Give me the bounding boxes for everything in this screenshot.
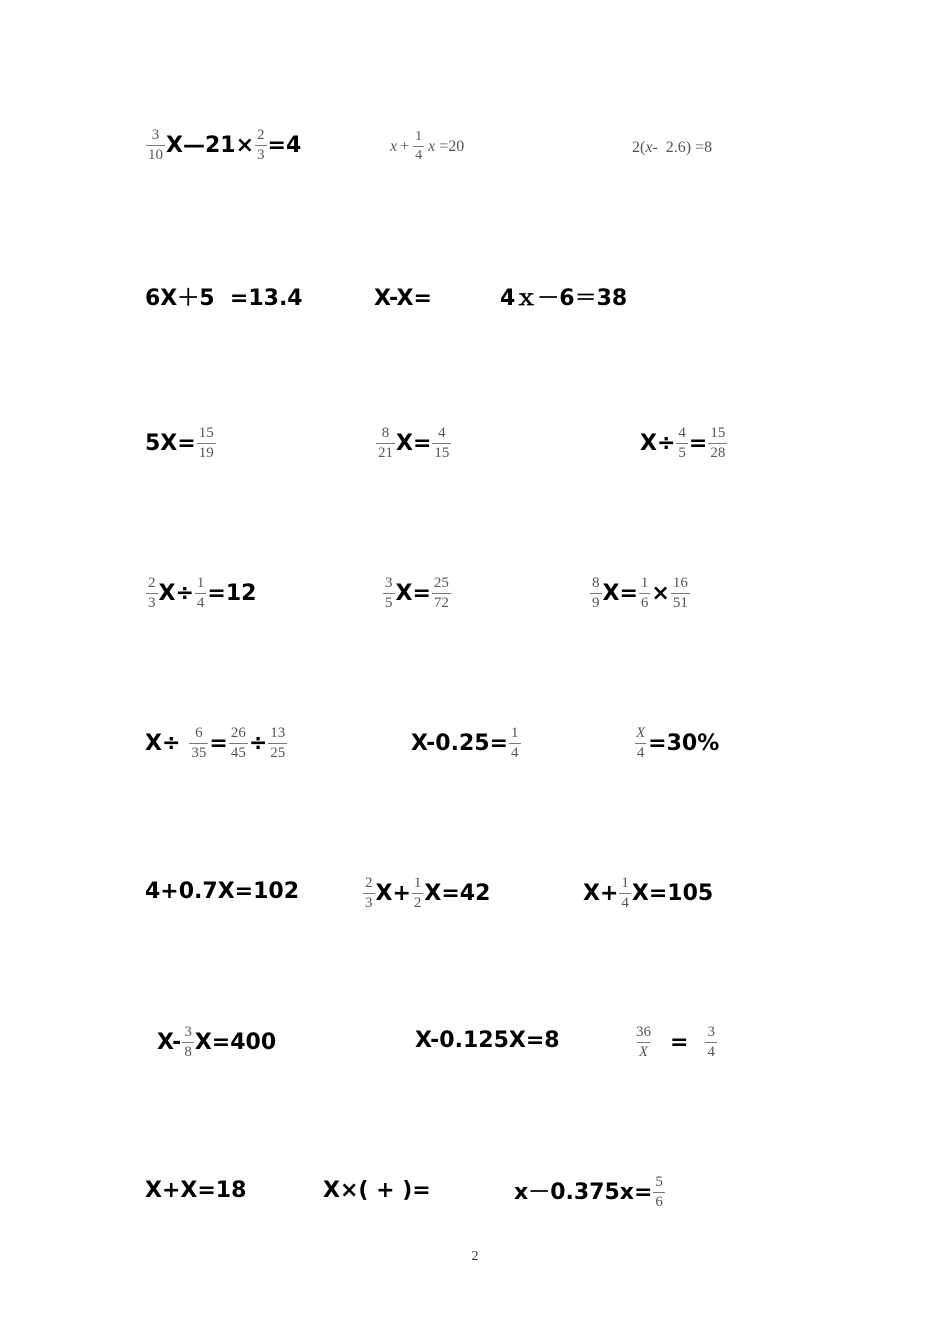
equation-r4c3 xyxy=(589,576,691,612)
equation-text: = xyxy=(209,730,228,756)
fraction: $\frac{3}{10}$ xyxy=(148,127,163,163)
equation-text: × xyxy=(651,580,670,606)
equation-text: =4 xyxy=(267,132,302,158)
equation-text: X= xyxy=(395,580,431,606)
equation-r6c1: 4+0.7X=102 xyxy=(145,879,300,904)
equation-r2c1: 6X＋5 =13.4 xyxy=(145,286,303,311)
fraction: $\frac{3}{8}$ xyxy=(184,1024,192,1060)
equation-text: x xyxy=(428,137,436,155)
equation-text: X÷ xyxy=(158,580,194,606)
fraction: $\frac{6}{35}$ xyxy=(191,725,207,761)
equation-r7c3 xyxy=(633,1025,718,1061)
fraction: $\frac{2}{3}$ xyxy=(148,575,156,611)
fraction: $\frac{2}{3}$ xyxy=(257,127,265,163)
equation-r3c2 xyxy=(375,426,452,462)
equation-r6c3 xyxy=(583,876,713,912)
equation-text: X—21× xyxy=(166,132,255,158)
equation-text: X÷ xyxy=(145,730,181,756)
fraction: $\frac{1}{4}$ xyxy=(196,575,205,611)
fraction: $\frac{16}{51}$ xyxy=(672,575,688,611)
equation-text: 5X= xyxy=(145,430,196,456)
equation-r4c2 xyxy=(382,576,452,612)
equation-r8c1: X+X=18 xyxy=(145,1178,247,1203)
fraction: $\frac{26}{45}$ xyxy=(230,725,246,761)
equation-r2c3: 4ｘ－6＝38 xyxy=(500,286,628,311)
fraction: $\frac{13}{25}$ xyxy=(270,725,286,761)
page-number: 2 xyxy=(471,1249,479,1264)
equation-text: 2( xyxy=(632,139,646,156)
fraction: $\frac{36}{X}$ xyxy=(636,1024,651,1060)
fraction: $\frac{4}{5}$ xyxy=(678,425,686,461)
equation-r5c3 xyxy=(633,726,719,762)
fraction: $\frac{25}{72}$ xyxy=(433,575,449,611)
fraction: $\frac{3}{4}$ xyxy=(707,1024,715,1060)
equation-text: X+ xyxy=(375,880,411,906)
equation-r7c1 xyxy=(157,1025,276,1061)
fraction: $\frac{1}{6}$ xyxy=(640,575,649,611)
fraction: $\frac{15}{28}$ xyxy=(710,425,726,461)
equation-text: =30% xyxy=(648,730,720,756)
equation-text: X=400 xyxy=(194,1029,277,1055)
fraction: $\frac{4}{15}$ xyxy=(434,425,450,461)
fraction: $\frac{3}{5}$ xyxy=(385,575,393,611)
equation-text: X-0.25= xyxy=(411,730,509,756)
equation-text: = xyxy=(670,1029,689,1055)
equation-r1c2 xyxy=(390,130,464,163)
fraction: $\frac{8}{9}$ xyxy=(592,575,600,611)
fraction: $\frac{1}{4}$ xyxy=(621,875,629,911)
equation-r8c3 xyxy=(514,1175,666,1211)
equation-text: X= xyxy=(396,430,432,456)
equation-text: x xyxy=(645,139,653,156)
equation-r5c1 xyxy=(145,726,288,762)
fraction: $\frac{1}{4}$ xyxy=(511,725,519,761)
equation-text: x xyxy=(390,137,398,155)
equation-text: - 2.6) =8 xyxy=(652,139,713,156)
equation-text: X+ xyxy=(583,880,619,906)
equation-text: =12 xyxy=(207,580,257,606)
equation-r2c2: X-X= xyxy=(374,286,432,311)
equation-text: X=42 xyxy=(424,880,491,906)
equation-r6c2 xyxy=(362,876,490,912)
equation-r5c2 xyxy=(411,726,522,762)
equation-r1c1 xyxy=(145,128,301,164)
equation-text: X÷ xyxy=(640,430,676,456)
fraction: $\frac{15}{19}$ xyxy=(198,425,214,461)
fraction: $\frac{1}{2}$ xyxy=(413,875,422,911)
equation-r8c2: X×( + )= xyxy=(323,1178,431,1203)
equation-r3c1 xyxy=(145,426,217,462)
fraction: $\frac{1}{4}$ xyxy=(415,129,423,163)
equation-text: =20 xyxy=(439,137,465,155)
equation-r4c1 xyxy=(145,576,256,612)
equation-text: ÷ xyxy=(248,730,268,756)
equation-text: X=105 xyxy=(631,880,714,906)
fraction: $\frac{5}{6}$ xyxy=(655,1174,663,1210)
equation-text: x－0.375x= xyxy=(514,1179,653,1205)
equation-text: = xyxy=(688,430,708,456)
fraction: $\frac{8}{21}$ xyxy=(378,425,393,461)
fraction: $\frac{X}{4}$ xyxy=(636,725,646,761)
equation-r1c3 xyxy=(632,140,712,156)
equation-text: + xyxy=(400,137,410,155)
equation-text: X- xyxy=(157,1029,182,1055)
equation-r7c2: X-0.125X=8 xyxy=(415,1028,560,1053)
equation-text: X= xyxy=(602,580,638,606)
fraction: $\frac{2}{3}$ xyxy=(365,875,373,911)
equation-r3c3 xyxy=(640,426,728,462)
